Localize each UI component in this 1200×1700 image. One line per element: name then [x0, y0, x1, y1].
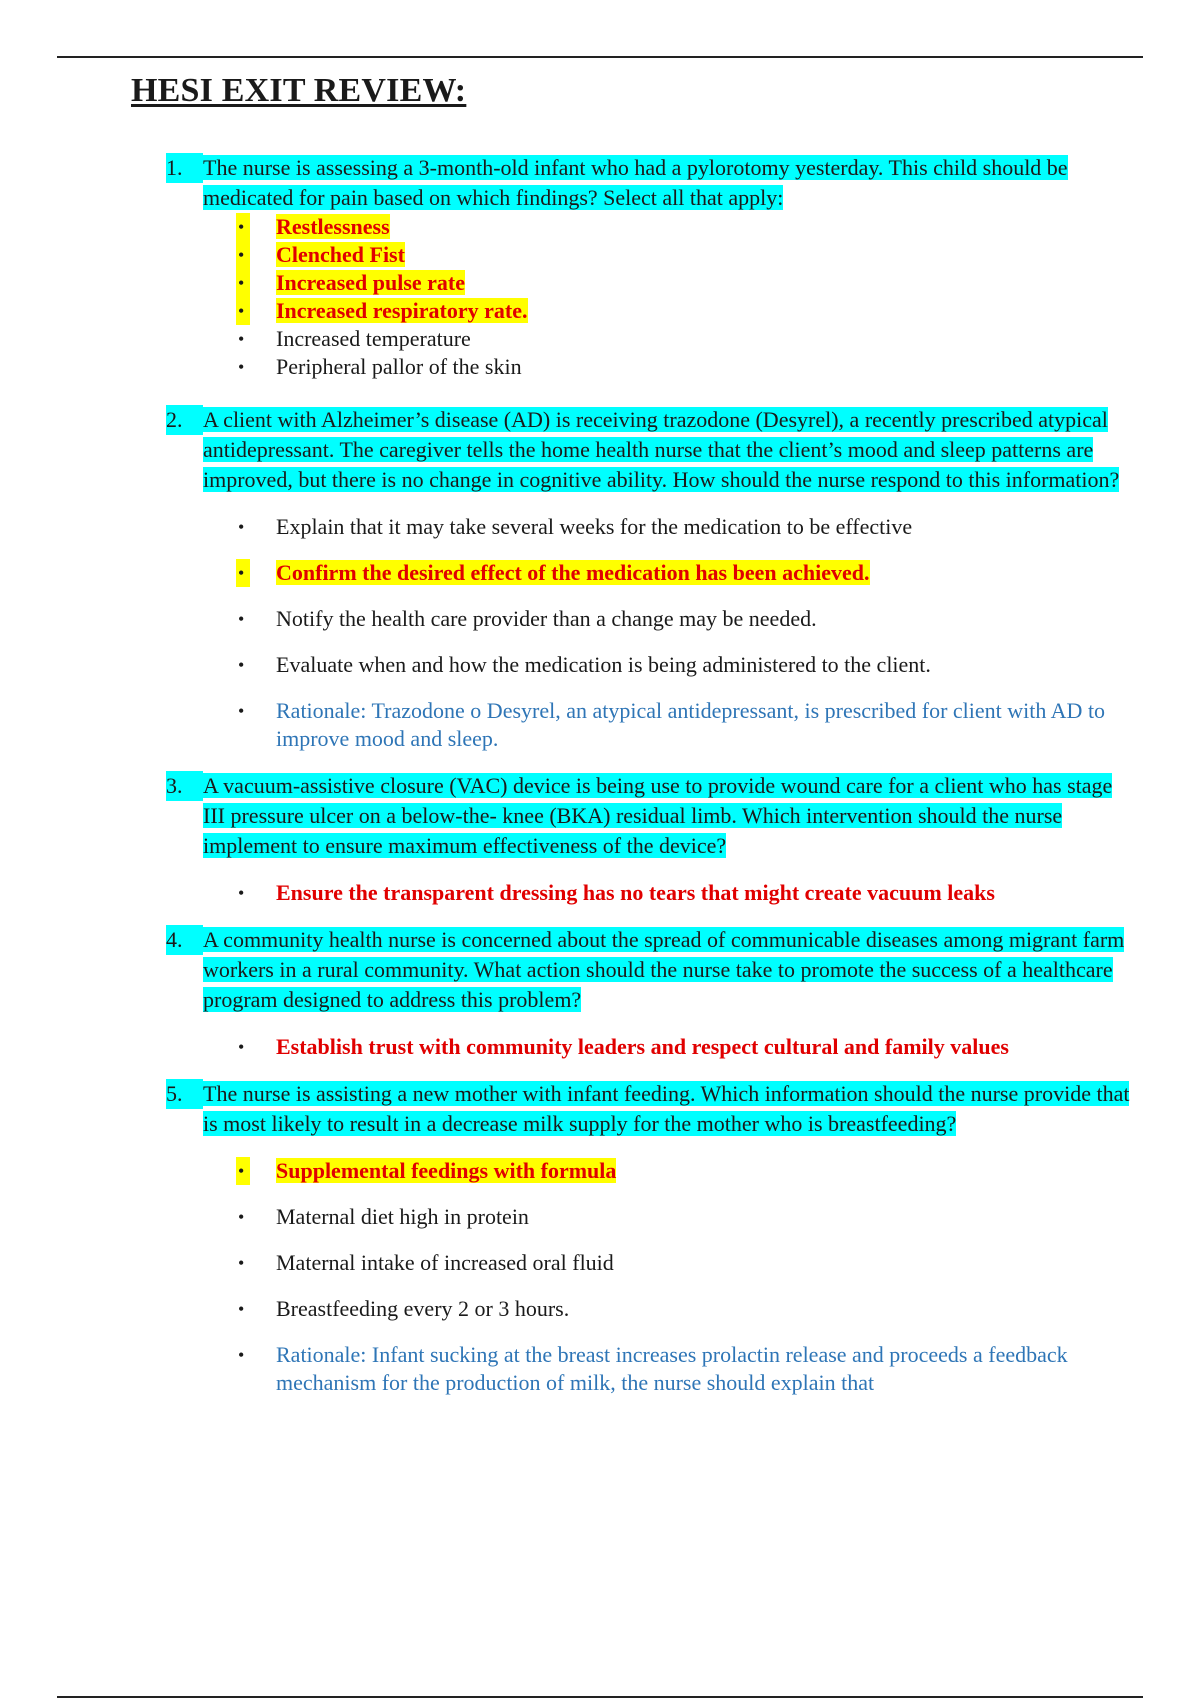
correct-answer: Restlessness [276, 214, 390, 239]
question-5 [0, 1079, 1200, 1139]
option-item [0, 1295, 1200, 1323]
rationale-item [0, 697, 1200, 753]
question-number: 3. [166, 771, 203, 801]
option-item [0, 353, 1200, 381]
bullet-icon: • [238, 1037, 245, 1057]
bullet-icon: • [238, 329, 245, 349]
question-text: A community health nurse is concerned about the spread of communicable diseases among migrant farm workers in a rural community. What action should the nurse take to promote the success of a healthcare program designed to address this problem? [203, 927, 1125, 1012]
option-item [0, 325, 1200, 353]
correct-answer: Ensure the transparent dressing has no tears that might create vacuum leaks [276, 880, 995, 905]
option-text: Peripheral pallor of the skin [276, 354, 522, 379]
rationale-text: Rationale: Trazodone o Desyrel, an atypical antidepressant, is prescribed for client with AD to improve mood and sleep. [276, 698, 1106, 751]
rationale-item [0, 1341, 1200, 1397]
bullet-icon: • [236, 559, 250, 587]
option-list [0, 879, 1200, 907]
option-text: Maternal diet high in protein [276, 1204, 529, 1229]
bullet-icon: • [238, 701, 245, 721]
option-item [0, 1033, 1200, 1061]
page-title: HESI EXIT REVIEW: [131, 72, 467, 109]
rationale-text: Rationale: Infant sucking at the breast increases prolactin release and proceeds a feedback mechanism for the production of milk, the nurse should explain that [276, 1342, 1068, 1395]
question-1 [0, 153, 1200, 213]
option-item [0, 213, 1200, 241]
correct-answer: Confirm the desired effect of the medication has been achieved. [276, 560, 870, 585]
bullet-icon: • [238, 655, 245, 675]
bullet-icon: • [238, 357, 245, 377]
bullet-icon: • [236, 297, 250, 325]
option-text: Explain that it may take several weeks for the medication to be effective [276, 514, 913, 539]
question-text: The nurse is assessing a 3-month-old infant who had a pylorotomy yesterday. This child should be medicated for pain based on which findings? Select all that apply: [203, 155, 1068, 210]
option-item [0, 1157, 1200, 1185]
question-text: The nurse is assisting a new mother with infant feeding. Which information should the nurse provide that is most likely to result in a decrease milk supply for the mother who is breastfeeding? [203, 1081, 1130, 1136]
question-4 [0, 925, 1200, 1015]
option-item [0, 1203, 1200, 1231]
option-item [0, 513, 1200, 541]
option-item [0, 269, 1200, 297]
correct-answer: Increased respiratory rate. [276, 298, 528, 323]
bullet-icon: • [238, 1207, 245, 1227]
option-list [0, 213, 1200, 381]
option-list [0, 513, 1200, 753]
bullet-icon: • [236, 213, 250, 241]
correct-answer: Clenched Fist [276, 242, 405, 267]
option-item [0, 241, 1200, 269]
correct-answer: Increased pulse rate [276, 270, 466, 295]
bottom-rule [57, 1696, 1143, 1698]
option-list [0, 1033, 1200, 1061]
option-list [0, 1157, 1200, 1397]
option-text: Increased temperature [276, 326, 471, 351]
bullet-icon: • [238, 1345, 245, 1365]
question-number: 5. [166, 1079, 203, 1109]
bullet-icon: • [238, 517, 245, 537]
question-number: 1. [166, 153, 203, 183]
option-text: Breastfeeding every 2 or 3 hours. [276, 1296, 570, 1321]
bullet-icon: • [236, 269, 250, 297]
bullet-icon: • [236, 1157, 250, 1185]
question-text: A vacuum-assistive closure (VAC) device is being use to provide wound care for a client who has stage III pressure ulcer on a below-the- knee (BKA) residual limb. Which intervention should the nurse implement to ensure maximum effectiveness of the device? [203, 773, 1113, 858]
option-item [0, 651, 1200, 679]
correct-answer: Establish trust with community leaders and respect cultural and family values [276, 1034, 1009, 1059]
option-item [0, 1249, 1200, 1277]
question-list [0, 153, 1200, 1397]
bullet-icon: • [238, 1299, 245, 1319]
option-text: Maternal intake of increased oral fluid [276, 1250, 614, 1275]
question-number: 2. [166, 405, 203, 435]
option-text: Evaluate when and how the medication is being administered to the client. [276, 652, 931, 677]
bullet-icon: • [238, 883, 245, 903]
bullet-icon: • [238, 1253, 245, 1273]
correct-answer: Supplemental feedings with formula [276, 1158, 617, 1183]
option-item [0, 605, 1200, 633]
option-item [0, 559, 1200, 587]
option-text: Notify the health care provider than a change may be needed. [276, 606, 817, 631]
question-3 [0, 771, 1200, 861]
option-item [0, 297, 1200, 325]
bullet-icon: • [238, 609, 245, 629]
question-number: 4. [166, 925, 203, 955]
bullet-icon: • [236, 241, 250, 269]
question-text: A client with Alzheimer’s disease (AD) is receiving trazodone (Desyrel), a recently prescribed atypical antidepressant. The caregiver tells the home health nurse that the client’s mood and sleep patterns are improved, but there is no change in cognitive ability. How should the nurse respond to this information? [203, 407, 1120, 492]
option-item [0, 879, 1200, 907]
question-2 [0, 405, 1200, 495]
top-rule [57, 56, 1143, 58]
